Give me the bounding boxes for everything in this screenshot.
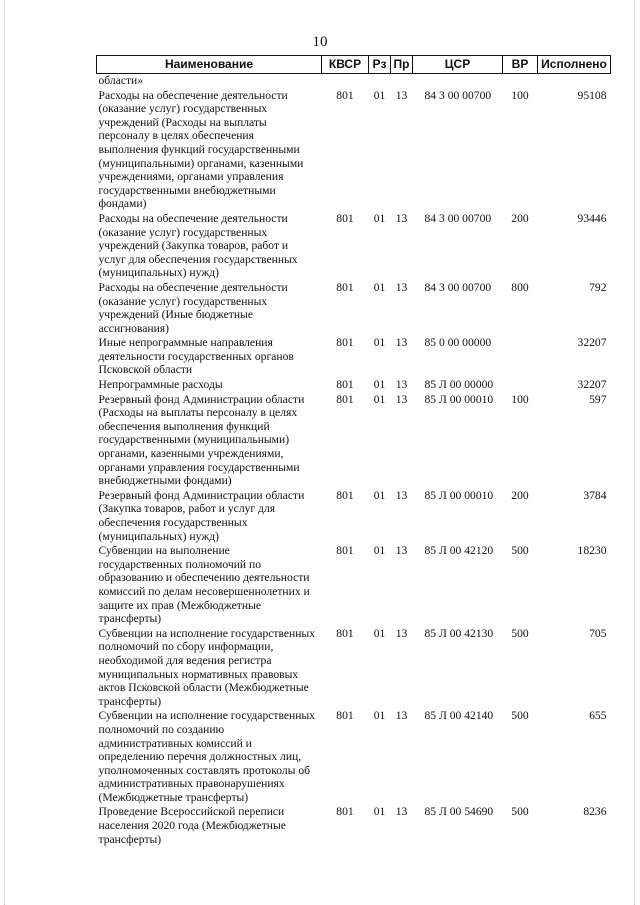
cell-name: Резервный фонд Администрации области (Расходы на выплаты персоналу в целях обеспечения выполнения функций государственными (муниципальными) органами, казенными учреждениями, органами управления государственными внебюджетными фондами): [98, 392, 305, 488]
cell-done: 32207: [577, 378, 607, 392]
scan-edge-left: [4, 0, 6, 905]
table-row: [97, 89, 611, 212]
cell-vr: 100: [511, 392, 529, 406]
cell-pr: [391, 74, 413, 89]
cell-done: 655: [589, 709, 607, 723]
cell-done: [538, 74, 611, 89]
cell-name: области»: [98, 74, 144, 87]
cell-kvsr: 801: [336, 544, 354, 558]
cell-name: Субвенции на исполнение государственных полномочий по созданию административных комиссий и определению перечня должностных лиц, уполномоченных составлять протоколы об административных правонарушениях (Межбюджетные трансферты): [98, 709, 316, 804]
cell-csr: 84 3 00 00700: [424, 211, 492, 225]
cell-pr: 13: [395, 544, 408, 558]
cell-rz: 01: [373, 378, 386, 392]
cell-kvsr: [322, 74, 369, 89]
cell-kvsr: 801: [336, 336, 354, 350]
cell-rz: 01: [373, 626, 386, 640]
cell-rz: 01: [373, 336, 386, 350]
cell-vr: [503, 336, 538, 378]
page-number: 10: [312, 34, 328, 50]
cell-name: Расходы на обеспечение деятельности (оказание услуг) государственных учреждений (Иные бюджетные ассигнования): [98, 280, 288, 335]
cell-vr: 500: [511, 626, 529, 640]
cell-csr: 85 Л 00 00000: [424, 378, 494, 392]
header-csr: ЦСР: [413, 56, 503, 74]
cell-done: 18230: [577, 544, 607, 558]
header-rz: Рз: [369, 56, 391, 74]
cell-vr: 500: [511, 805, 529, 819]
cell-csr: 85 Л 00 00010: [424, 392, 494, 406]
cell-rz: 01: [373, 709, 386, 723]
cell-rz: 01: [373, 88, 386, 102]
cell-kvsr: 801: [336, 378, 354, 392]
cell-vr: 200: [511, 488, 529, 502]
table-row: [97, 393, 611, 489]
cell-kvsr: 801: [336, 211, 354, 225]
budget-table: [96, 55, 611, 847]
cell-rz: 01: [373, 392, 386, 406]
cell-done: 705: [589, 626, 607, 640]
cell-vr: [503, 378, 538, 393]
cell-kvsr: 801: [336, 392, 354, 406]
cell-done: 93446: [577, 211, 607, 225]
cell-done: 8236: [583, 805, 607, 819]
cell-csr: 85 0 00 00000: [424, 336, 492, 350]
cell-pr: 13: [395, 211, 408, 225]
cell-pr: 13: [395, 805, 408, 819]
table-row: [97, 378, 611, 393]
table-row: [97, 627, 611, 710]
cell-rz: 01: [373, 805, 386, 819]
table-row: [97, 489, 611, 544]
cell-vr: 100: [511, 88, 529, 102]
cell-pr: 13: [395, 336, 408, 350]
cell-pr: 13: [395, 280, 408, 294]
cell-csr: 85 Л 00 54690: [424, 805, 494, 819]
cell-csr: 84 3 00 00700: [424, 88, 492, 102]
table-row: [97, 336, 611, 378]
table-row: [97, 709, 611, 805]
table-row: [97, 74, 611, 89]
cell-vr: 800: [511, 280, 529, 294]
cell-done: 32207: [577, 336, 607, 350]
cell-csr: 84 3 00 00700: [424, 280, 492, 294]
cell-csr: 85 Л 00 42130: [424, 626, 494, 640]
cell-kvsr: 801: [336, 626, 354, 640]
cell-rz: 01: [373, 544, 386, 558]
cell-csr: 85 Л 00 42140: [424, 709, 494, 723]
cell-vr: 500: [511, 709, 529, 723]
cell-rz: 01: [373, 211, 386, 225]
cell-kvsr: 801: [336, 488, 354, 502]
cell-done: 597: [589, 392, 607, 406]
cell-kvsr: 801: [336, 805, 354, 819]
table-header-row: [97, 56, 611, 74]
cell-name: Расходы на обеспечение деятельности (оказание услуг) государственных учреждений (Закупка товаров, работ и услуг для обеспечения государственных (муниципальных) нужд): [98, 211, 298, 280]
cell-pr: 13: [395, 378, 408, 392]
cell-name: Проведение Всероссийской переписи населения 2020 года (Межбюджетные трансферты): [98, 805, 286, 846]
cell-done: 3784: [583, 488, 607, 502]
table-row: [97, 544, 611, 627]
header-vr: ВР: [503, 56, 538, 74]
cell-pr: 13: [395, 488, 408, 502]
cell-rz: 01: [373, 488, 386, 502]
table-row: [97, 212, 611, 281]
cell-pr: 13: [395, 709, 408, 723]
cell-vr: [503, 74, 538, 89]
cell-name: Резервный фонд Администрации области (Закупка товаров, работ и услуг для обеспечения государственных (муниципальных) нужд): [98, 488, 305, 543]
cell-name: Субвенции на выполнение государственных полномочий по образованию и обеспечению деятельности комиссий по делам несовершеннолетних и защите их прав (Межбюджетные трансферты): [98, 544, 310, 626]
cell-pr: 13: [395, 392, 408, 406]
header-done: Исполнено: [538, 56, 611, 74]
cell-kvsr: 801: [336, 88, 354, 102]
table-row: [97, 805, 611, 847]
header-kvsr: КВСР: [322, 56, 369, 74]
table-row: [97, 281, 611, 336]
header-name: Наименование: [97, 56, 322, 74]
scan-edge-right: [634, 0, 636, 905]
cell-rz: 01: [373, 280, 386, 294]
cell-rz: [369, 74, 391, 89]
cell-csr: 85 Л 00 42120: [424, 544, 494, 558]
cell-vr: 200: [511, 211, 529, 225]
cell-name: Иные непрограммные направления деятельности государственных органов Псковской области: [98, 336, 294, 377]
cell-kvsr: 801: [336, 280, 354, 294]
cell-done: 95108: [577, 88, 607, 102]
cell-csr: 85 Л 00 00010: [424, 488, 494, 502]
cell-done: 792: [589, 280, 607, 294]
header-pr: Пр: [391, 56, 413, 74]
cell-pr: 13: [395, 88, 408, 102]
cell-name: Непрограммные расходы: [98, 378, 223, 392]
cell-name: Субвенции на исполнение государственных полномочий по сбору информации, необходимой для ведения регистра муниципальных нормативных правовых актов Псковской области (Межбюджетные трансферты): [98, 626, 316, 708]
cell-vr: 500: [511, 544, 529, 558]
cell-name: Расходы на обеспечение деятельности (оказание услуг) государственных учреждений (Расходы на выплаты персоналу в целях обеспечения выполнения функций государственными (муниципальными) органами, казенными учреждениями, органами управления государственными внебюджетными фондами): [98, 88, 304, 211]
cell-pr: 13: [395, 626, 408, 640]
cell-kvsr: 801: [336, 709, 354, 723]
cell-csr: [413, 74, 503, 89]
